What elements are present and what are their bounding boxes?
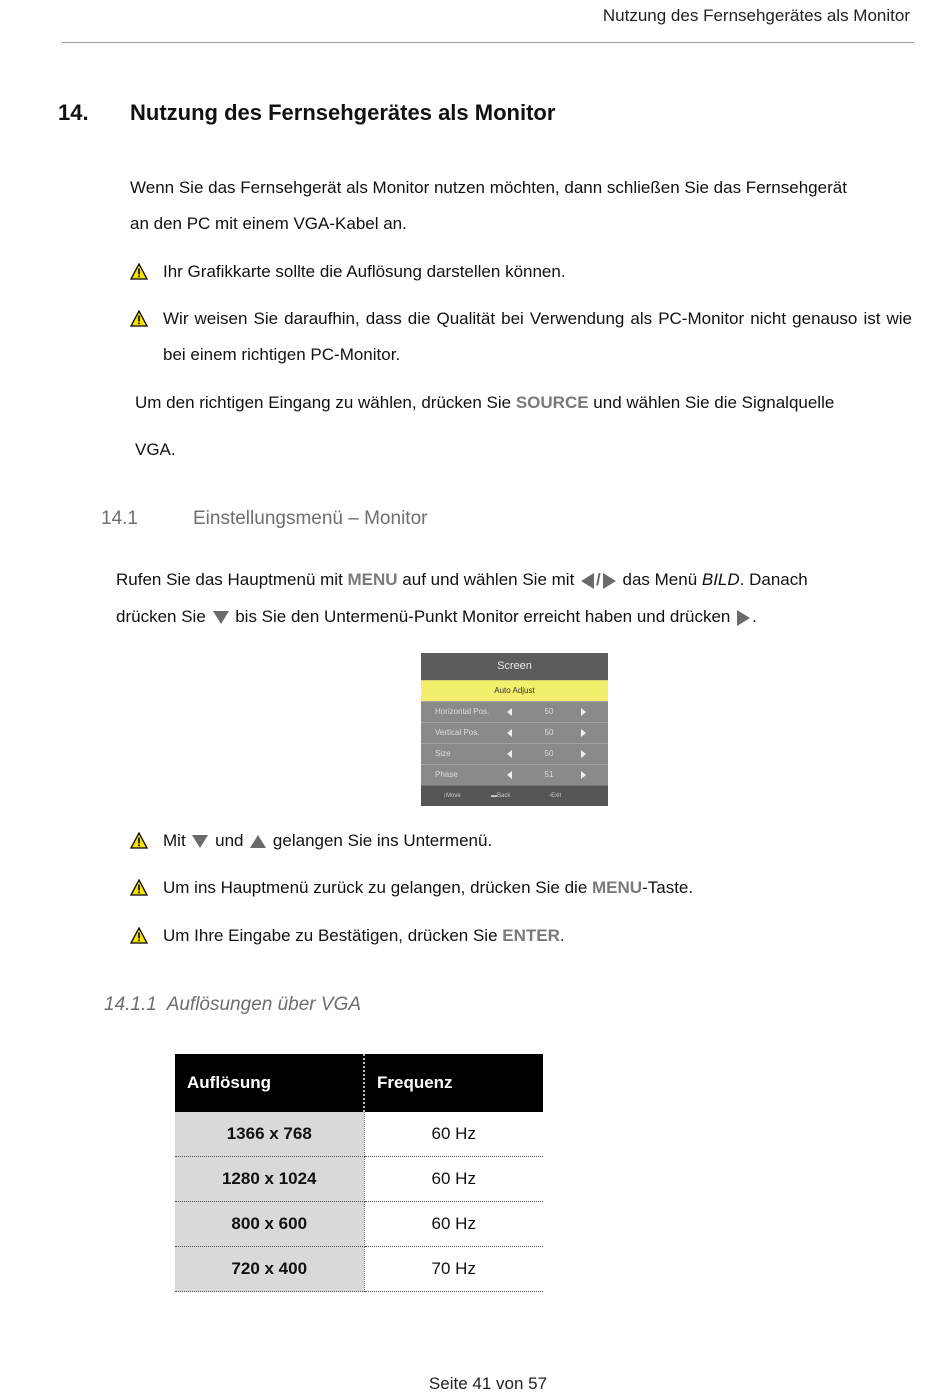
osd-row bbox=[421, 722, 608, 743]
note-text bbox=[163, 870, 912, 906]
table-row bbox=[175, 1112, 543, 1157]
warning-icon bbox=[130, 927, 148, 944]
text-run: und wählen Sie die Signalquelle bbox=[588, 393, 835, 412]
osd-row-label: Horizontal Pos. bbox=[435, 707, 490, 716]
note-confirm bbox=[130, 918, 912, 954]
source-keyword: SOURCE bbox=[515, 393, 589, 412]
frequency-cell: 70 Hz bbox=[364, 1247, 543, 1292]
menu-keyword: MENU bbox=[347, 570, 398, 589]
section-number: 14. bbox=[58, 100, 89, 125]
section-title: Nutzung des Fernsehgerätes als Monitor bbox=[130, 100, 556, 125]
osd-back-label: Back bbox=[497, 793, 511, 799]
osd-row bbox=[421, 743, 608, 764]
osd-row-label: Size bbox=[435, 749, 451, 758]
arrow-down-icon bbox=[192, 835, 208, 848]
table-row bbox=[175, 1157, 543, 1202]
osd-exit-hint: ▫ Exit bbox=[549, 786, 551, 806]
intro-line-2: an den PC mit einem VGA-Kabel an. bbox=[130, 214, 407, 233]
osd-left-arrow-icon bbox=[507, 708, 512, 716]
osd-row-value: 51 bbox=[544, 770, 554, 779]
menu-instruction-line-1 bbox=[116, 562, 808, 598]
subsubsection-number: 14.1.1 bbox=[104, 994, 157, 1015]
osd-row-label: Phase bbox=[435, 770, 458, 779]
osd-row-value: 50 bbox=[544, 728, 554, 737]
section-heading bbox=[58, 100, 555, 126]
resolution-cell: 1366 x 768 bbox=[175, 1112, 364, 1157]
note-text bbox=[163, 823, 912, 859]
text-run: . bbox=[559, 926, 565, 945]
intro-line-1: Wenn Sie das Fernsehgerät als Monitor nutzen möchten, dann schließen Sie das Fernsehgerät bbox=[130, 178, 847, 197]
warning-icon bbox=[130, 310, 148, 327]
note-submenu bbox=[130, 823, 912, 859]
text-run: gelangen Sie ins Untermenü. bbox=[268, 831, 493, 850]
text-run: bis Sie den Untermenü-Punkt Monitor erreicht haben und drücken bbox=[230, 607, 736, 626]
resolution-cell: 1280 x 1024 bbox=[175, 1157, 364, 1202]
warning-icon bbox=[130, 832, 148, 849]
menu-keyword: MENU bbox=[592, 878, 643, 897]
osd-row-label: Vertical Pos. bbox=[435, 728, 480, 737]
text-run: drücken Sie bbox=[116, 607, 211, 626]
osd-auto-adjust: Auto Adjust bbox=[421, 680, 608, 701]
resolution-cell: 800 x 600 bbox=[175, 1202, 364, 1247]
text-run: das Menü bbox=[617, 570, 702, 589]
enter-keyword: ENTER bbox=[502, 926, 560, 945]
arrow-down-icon bbox=[213, 611, 229, 624]
osd-left-arrow-icon bbox=[507, 771, 512, 779]
arrow-up-icon bbox=[250, 835, 266, 848]
osd-right-arrow-icon bbox=[581, 729, 586, 737]
frequency-cell: 60 Hz bbox=[364, 1202, 543, 1247]
osd-right-arrow-icon bbox=[581, 750, 586, 758]
menu-instruction-line-2 bbox=[116, 599, 757, 635]
arrow-left-icon bbox=[581, 573, 594, 589]
slash-glyph: / bbox=[596, 570, 601, 589]
source-instruction-line-2: VGA. bbox=[135, 440, 176, 459]
frequency-cell: 60 Hz bbox=[364, 1157, 543, 1202]
warning-text: Wir weisen Sie daraufhin, dass die Qualität bei Verwendung als PC-Monitor nicht genauso ist wie bei einem richtigen PC-Monitor. bbox=[163, 309, 912, 364]
resolution-table bbox=[175, 1054, 543, 1292]
header-rule bbox=[62, 42, 914, 43]
table-row bbox=[175, 1247, 543, 1292]
text-run: Um den richtigen Eingang zu wählen, drücken Sie bbox=[135, 393, 516, 412]
text-run: -Taste. bbox=[642, 878, 694, 897]
subsection-number: 14.1 bbox=[101, 508, 138, 529]
osd-right-arrow-icon bbox=[581, 708, 586, 716]
osd-row bbox=[421, 701, 608, 722]
osd-move-label: Move bbox=[446, 793, 461, 799]
text-run: Rufen Sie das Hauptmenü mit bbox=[116, 570, 348, 589]
menu-name-bild: BILD bbox=[701, 570, 740, 589]
warning-text: Ihr Grafikkarte sollte die Auflösung darstellen können. bbox=[163, 262, 566, 281]
source-instruction bbox=[135, 385, 834, 421]
text-run: und bbox=[210, 831, 249, 850]
table-header-row bbox=[175, 1054, 543, 1112]
text-run: Um Ihre Eingabe zu Bestätigen, drücken Sie bbox=[163, 926, 503, 945]
column-header: Frequenz bbox=[364, 1054, 543, 1112]
osd-row-value: 50 bbox=[544, 749, 554, 758]
text-run: . Danach bbox=[739, 570, 808, 589]
warning-icon bbox=[130, 263, 148, 280]
osd-right-arrow-icon bbox=[581, 771, 586, 779]
osd-footer bbox=[421, 785, 608, 806]
osd-exit-label: Exit bbox=[551, 793, 562, 799]
osd-row-value: 50 bbox=[544, 707, 554, 716]
osd-row bbox=[421, 764, 608, 785]
column-header: Auflösung bbox=[175, 1054, 364, 1112]
osd-back-hint: ▬ Back bbox=[491, 786, 497, 806]
osd-left-arrow-icon bbox=[507, 729, 512, 737]
frequency-cell: 60 Hz bbox=[364, 1112, 543, 1157]
warning-note-1 bbox=[130, 254, 912, 290]
page-number: Seite 41 von 57 bbox=[428, 1374, 548, 1393]
warning-note-2 bbox=[130, 301, 912, 373]
osd-left-arrow-icon bbox=[507, 750, 512, 758]
subsection-heading bbox=[101, 508, 427, 530]
osd-move-hint: ↕ Move bbox=[443, 786, 446, 806]
subsection-title: Einstellungsmenü – Monitor bbox=[193, 508, 428, 529]
text-run: Mit bbox=[163, 831, 191, 850]
resolution-cell: 720 x 400 bbox=[175, 1247, 364, 1292]
running-header: Nutzung des Fernsehgerätes als Monitor bbox=[602, 6, 910, 25]
note-main-menu bbox=[130, 870, 912, 906]
osd-title: Screen bbox=[421, 653, 608, 680]
text-run: auf und wählen Sie mit bbox=[397, 570, 580, 589]
subsubsection-heading bbox=[104, 994, 361, 1016]
warning-icon bbox=[130, 879, 148, 896]
text-run: . bbox=[752, 607, 757, 626]
table-row bbox=[175, 1202, 543, 1247]
subsubsection-title: Auflösungen über VGA bbox=[166, 994, 362, 1015]
osd-screen-menu bbox=[421, 653, 608, 804]
arrow-right-icon bbox=[737, 610, 750, 626]
text-run: Um ins Hauptmenü zurück zu gelangen, drücken Sie die bbox=[163, 878, 593, 897]
note-text bbox=[163, 918, 912, 954]
arrow-right-icon bbox=[603, 573, 616, 589]
